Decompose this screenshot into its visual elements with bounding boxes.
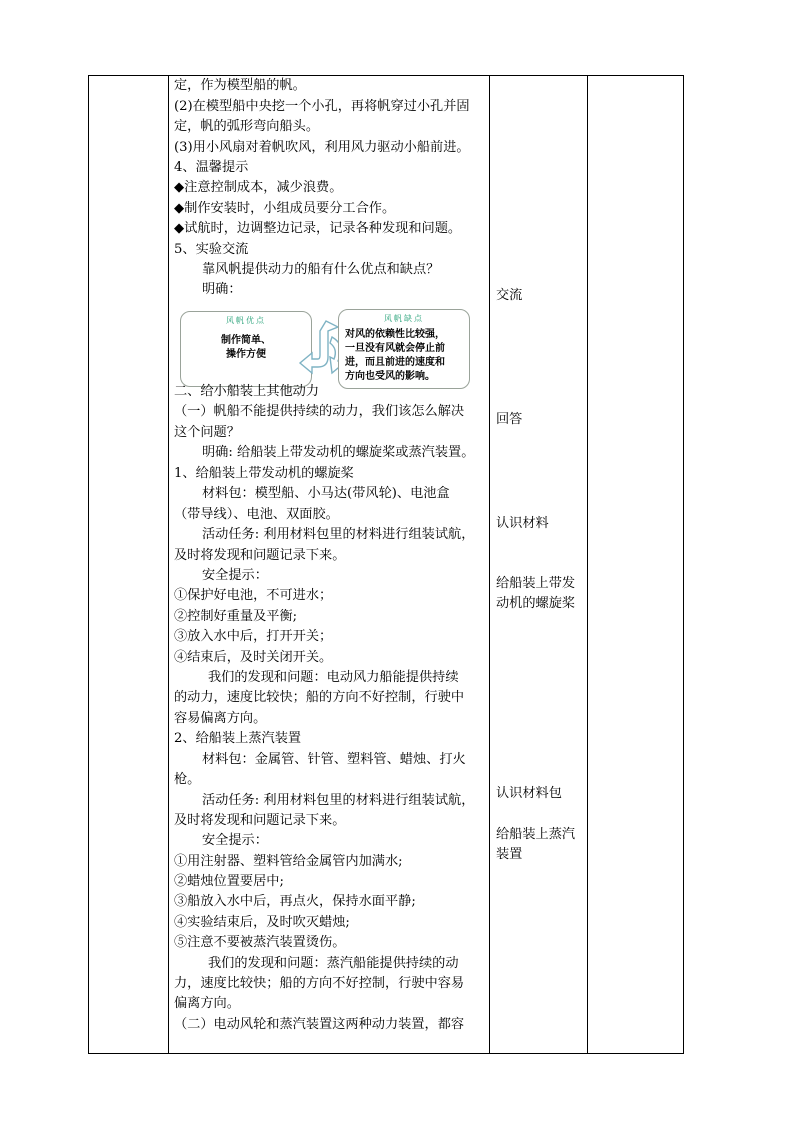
content-line: 活动任务: 利用材料包里的材料进行组装试航， <box>202 793 475 808</box>
sail-cons-card <box>338 309 470 389</box>
content-line: ◆注意控制成本，减少浪费。 <box>174 180 343 195</box>
sail-pros-card <box>180 311 312 387</box>
content-line: 我们的发现和问题：电动风力船能提供持续 <box>208 670 459 685</box>
activity-note-line: 给船装上带发 <box>496 576 576 591</box>
sail-pros-title: 风帆优点 <box>226 316 266 325</box>
content-line: 明确： <box>202 282 242 297</box>
content-line: 明确: 给船装上带发动机的螺旋桨或蒸汽装置。 <box>202 445 475 460</box>
content-line: 偏离方向。 <box>174 996 240 1011</box>
content-line: 活动任务: 利用材料包里的材料进行组装试航， <box>202 527 475 542</box>
activity-note-line: 装置 <box>496 847 523 862</box>
sail-cons-text: 对风的依赖性比较强， <box>345 329 445 340</box>
content-line: 安全提示： <box>202 568 268 583</box>
content-line: 材料包：金属管、针管、塑料管、蜡烛、打火 <box>202 752 466 767</box>
content-line: ③船放入水中后，再点火，保持水面平静; <box>174 894 416 909</box>
activity-note <box>496 574 584 614</box>
activity-note-line: 动机的螺旋桨 <box>496 596 576 611</box>
content-line: ①保护好电池，不可进水； <box>174 588 333 603</box>
sail-cons-text: 进，而且前进的速度和 <box>345 357 445 368</box>
content-line: 的动力，速度比较快；船的方向不好控制，行驶中 <box>174 690 465 705</box>
activity-note-line: 认识材料 <box>496 516 549 531</box>
content-line: 我们的发现和问题：蒸汽船能提供持续的动 <box>208 956 459 971</box>
sail-pros-cons-figure <box>180 309 470 387</box>
content-line: 及时将发现和问题记录下来。 <box>174 548 346 563</box>
content-line: （二）电动风轮和蒸汽装置这两种动力装置，都容 <box>174 1017 465 1032</box>
content-line: ◆制作安装时，小组成员要分工合作。 <box>174 201 396 216</box>
content-line: 5、实验交流 <box>174 242 249 257</box>
activity-note <box>496 410 584 430</box>
sail-cons-text: 方向也受风的影响。 <box>345 371 435 382</box>
content-line: ②蜡烛位置要居中; <box>174 874 284 889</box>
content-line: 这个问题？ <box>174 425 240 440</box>
content-line: 1、给船装上带发动机的螺旋桨 <box>174 466 354 481</box>
content-line: ③放入水中后，打开开关； <box>174 629 333 644</box>
activity-note <box>496 514 584 534</box>
content-line: ④实验结束后，及时吹灭蜡烛; <box>174 915 350 930</box>
content-line: (3)用小风扇对着帆吹风，利用风力驱动小船前进。 <box>174 140 470 155</box>
content-line: 安全提示： <box>202 833 268 848</box>
lesson-table <box>88 75 684 1054</box>
sail-cons-title: 风帆缺点 <box>384 314 424 323</box>
column-divider <box>587 76 588 1053</box>
activity-note <box>496 286 584 306</box>
content-line: 容易偏离方向。 <box>174 711 267 726</box>
activity-note-line: 给船装上蒸汽 <box>496 827 576 842</box>
content-line: （一）帆船不能提供持续的动力，我们该怎么解决 <box>174 404 465 419</box>
activity-note <box>496 784 584 804</box>
content-line: ◆试航时，边调整边记录，记录各种发现和问题。 <box>174 221 462 236</box>
content-line: 及时将发现和问题记录下来。 <box>174 813 346 828</box>
content-line: 4、温馨提示 <box>174 160 249 175</box>
sail-pros-text: 制作简单、 <box>221 335 271 346</box>
content-line: 枪。 <box>174 772 201 787</box>
column-divider <box>168 76 169 1053</box>
content-line: （带导线）、电池、双面胶。 <box>174 507 339 522</box>
content-line: 材料包：模型船、小马达(带风轮)、电池盒 <box>202 486 450 501</box>
activity-note-line: 回答 <box>496 412 523 427</box>
content-line: 2、给船装上蒸汽装置 <box>174 731 302 746</box>
content-line: (2)在模型船中央挖一个小孔，再将帆穿过小孔并固 <box>174 99 470 114</box>
content-line: 力，速度比较快；船的方向不好控制，行驶中容易 <box>174 976 465 991</box>
activity-note <box>496 825 584 865</box>
sail-cons-text: 一旦没有风就会停止前 <box>345 343 445 354</box>
content-line: 二、给小船装上其他动力 <box>174 384 320 399</box>
content-line: 靠风帆提供动力的船有什么优点和缺点？ <box>202 262 440 277</box>
content-line: 定，帆的弧形弯向船头。 <box>174 119 320 134</box>
content-line: ⑤注意不要被蒸汽装置烫伤。 <box>174 935 346 950</box>
content-line: ④结束后，及时关闭开关。 <box>174 650 333 665</box>
activity-note-line: 交流 <box>496 288 523 303</box>
content-line: 定，作为模型船的帆。 <box>174 78 306 93</box>
activity-note-line: 认识材料包 <box>496 786 562 801</box>
content-line: ①用注射器、塑料管给金属管内加满水; <box>174 854 403 869</box>
content-line: ②控制好重量及平衡; <box>174 609 298 624</box>
sail-pros-text: 操作方便 <box>226 349 266 360</box>
